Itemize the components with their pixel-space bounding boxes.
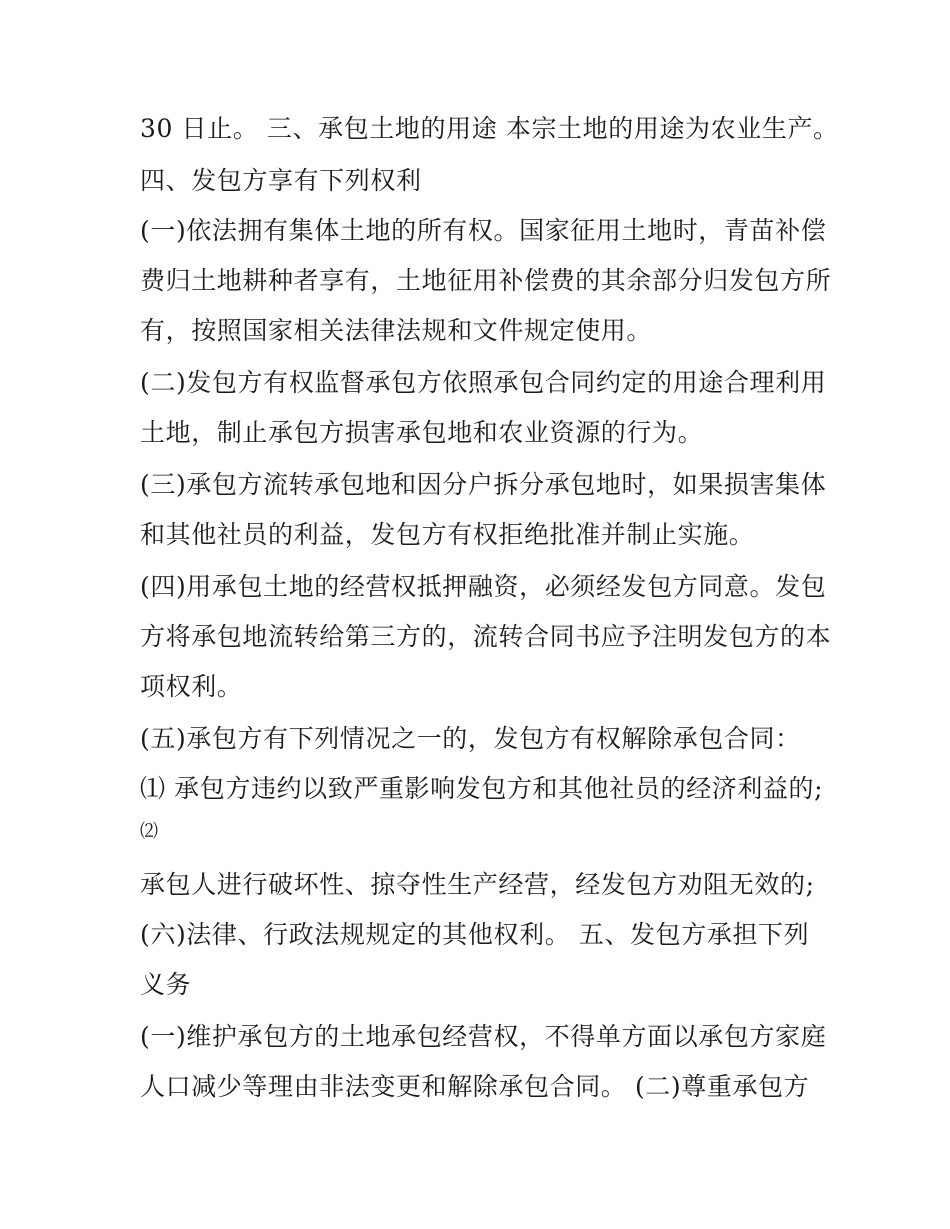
- text-line: 义务: [140, 970, 192, 999]
- text-line: (四)用承包土地的经营权抵押融资，必须经发包方同意。发包: [140, 572, 827, 601]
- text-line: 30 日止。 三、承包土地的用途 本宗土地的用途为农业生产。: [140, 114, 839, 143]
- section-heading: 四、发包方享有下列权利: [140, 166, 422, 195]
- text-line: ⑴ 承包方违约以致严重影响发包方和其他社员的经济利益的;: [140, 774, 824, 803]
- text-line: (二)发包方有权监督承包方依照承包合同约定的用途合理利用: [140, 368, 827, 397]
- text-line: 项权利。: [140, 672, 243, 701]
- text-line: 和其他社员的利益，发包方有权拒绝批准并制止实施。: [140, 520, 755, 549]
- text-line: 有，按照国家相关法律法规和文件规定使用。: [140, 316, 653, 345]
- text-line: 方将承包地流转给第三方的，流转合同书应予注明发包方的本: [140, 622, 832, 651]
- list-marker: ⑵: [140, 821, 159, 842]
- text-line: (六)法律、行政法规规定的其他权利。 五、发包方承担下列: [140, 920, 810, 949]
- text-line: (三)承包方流转承包地和因分户拆分承包地时，如果损害集体: [140, 470, 827, 499]
- text-line: 人口减少等理由非法变更和解除承包合同。 (二)尊重承包方: [140, 1072, 810, 1101]
- text-line: (五)承包方有下列情况之一的，发包方有权解除承包合同：: [140, 724, 801, 753]
- text-line: (一)维护承包方的土地承包经营权，不得单方面以承包方家庭: [140, 1022, 827, 1051]
- text-line: (一)依法拥有集体土地的所有权。国家征用土地时，青苗补偿: [140, 216, 827, 245]
- text-line: 承包人进行破坏性、掠夺性生产经营，经发包方劝阻无效的;: [140, 870, 815, 899]
- text-line: 费归土地耕种者享有，土地征用补偿费的其余部分归发包方所: [140, 266, 832, 295]
- text-line: 土地，制止承包方损害承包地和农业资源的行为。: [140, 418, 704, 447]
